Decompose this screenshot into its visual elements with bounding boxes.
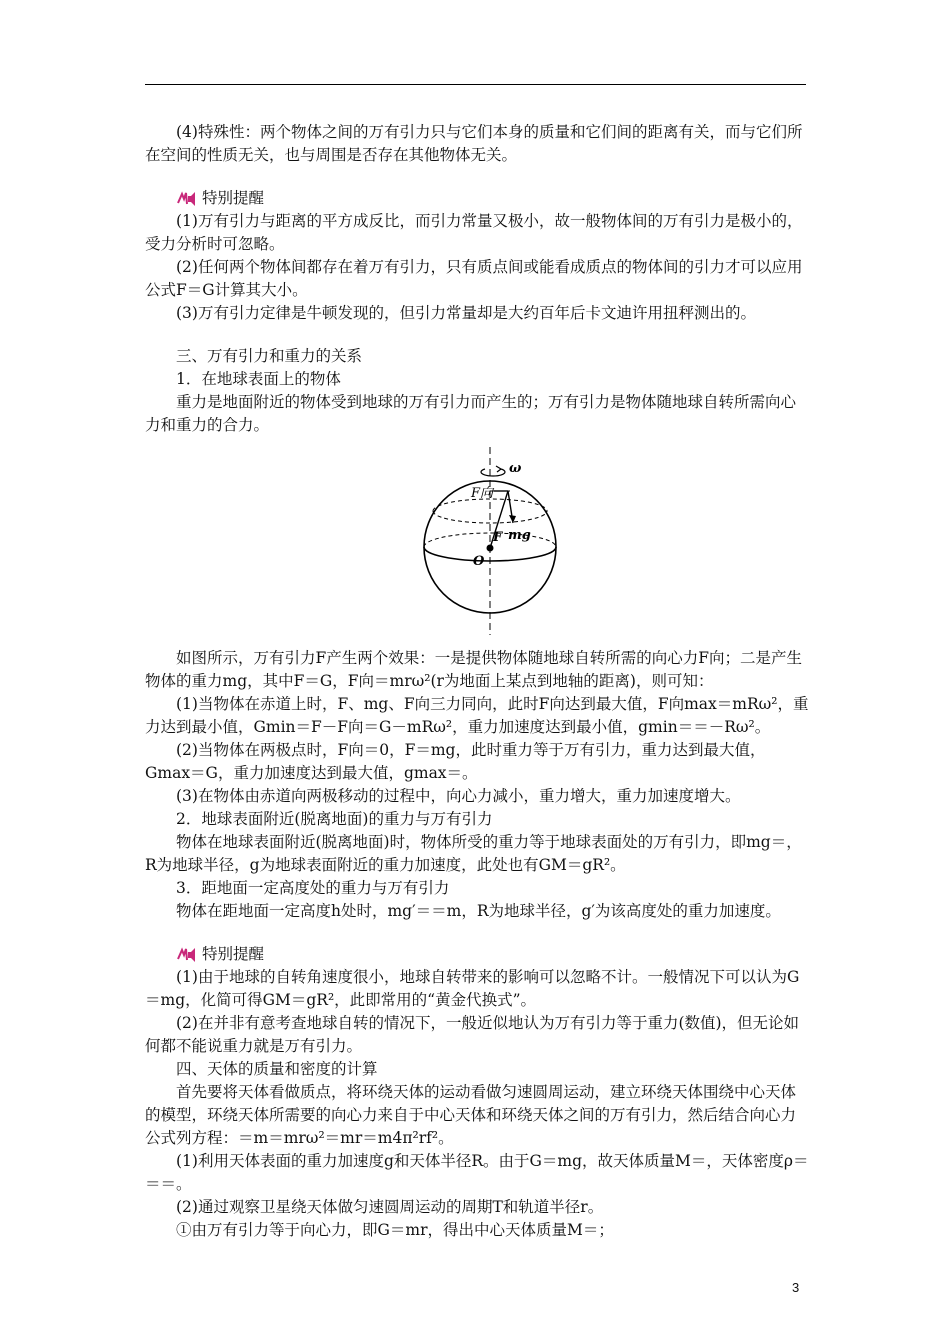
section-title: 四、天体的质量和密度的计算 <box>176 1060 378 1078</box>
f-dir-label: F向 <box>471 486 494 501</box>
paragraph: ①由万有引力等于向心力，即G＝mr，得出中心天体质量M＝； <box>176 1221 614 1239</box>
subsection-title: 1．在地球表面上的物体 <box>176 370 341 388</box>
paragraph: (3)在物体由赤道向两极移动的过程中，向心力减小，重力增大，重力加速度增大。 <box>176 787 741 805</box>
paragraph: (1)由于地球的自转角速度很小，地球自转带来的影响可以忽略不计。一般情况下可以认为G＝mg，化简可得GM＝gR²，此即常用的“黄金代换式”。 <box>145 968 800 1009</box>
omega-label: ω <box>509 461 522 476</box>
speaker-icon <box>176 946 198 964</box>
tip-title: 特别提醒 <box>202 189 265 207</box>
paragraph: (4)特殊性：两个物体之间的万有引力只与它们本身的质量和它们间的距离有关，而与它们所在空间的性质无关，也与周围是否存在其他物体无关。 <box>145 123 803 164</box>
tip-title: 特别提醒 <box>202 945 265 963</box>
paragraph: (1)当物体在赤道上时，F、mg、F向三力同向，此时F向达到最大值，F向max＝mRω²，重力达到最小值，Gmin＝F－F向＝G－mRω²，重力加速度达到最小值，gmin＝＝－Rω²。 <box>145 695 809 736</box>
paragraph: (1)利用天体表面的重力加速度g和天体半径R。由于G＝mg，故天体质量M＝，天体密度ρ＝＝＝。 <box>145 1152 809 1193</box>
subsection-title: 2．地球表面附近(脱离地面)的重力与万有引力 <box>176 810 493 828</box>
paragraph: (2)通过观察卫星绕天体做匀速圆周运动的周期T和轨道半径r。 <box>176 1198 604 1216</box>
paragraph: 物体在距地面一定高度h处时，mg′＝＝m，R为地球半径，g′为该高度处的重力加速度。 <box>176 902 781 920</box>
earth-figure <box>145 445 809 641</box>
paragraph: 首先要将天体看做质点，将环绕天体的运动看做匀速圆周运动，建立环绕天体围绕中心天体的模型，环绕天体所需要的向心力来自于中心天体和环绕天体之间的万有引力，然后结合向心力公式列方程：＝m＝mrω²＝mr＝m4π²rf²。 <box>145 1083 797 1147</box>
speaker-icon <box>176 190 198 208</box>
paragraph: (2)当物体在两极点时，F向＝0，F＝mg，此时重力等于万有引力，重力达到最大值，Gmax＝G，重力加速度达到最大值，gmax＝。 <box>145 741 766 782</box>
tip-heading <box>176 943 809 966</box>
earth-diagram <box>409 445 569 635</box>
paragraph: 物体在地球表面附近(脱离地面)时，物体所受的重力等于地球表面处的万有引力，即mg＝，R为地球半径，g为地球表面附近的重力加速度，此处也有GM＝gR²。 <box>145 833 802 874</box>
paragraph: (1)万有引力与距离的平方成反比，而引力常量又极小，故一般物体间的万有引力是极小的，受力分析时可忽略。 <box>145 212 803 253</box>
page-number: 3 <box>792 1280 800 1295</box>
tip-heading <box>176 187 809 210</box>
subsection-title: 3．距地面一定高度处的重力与万有引力 <box>176 879 450 897</box>
header-rule <box>145 84 806 85</box>
paragraph: (2)在并非有意考查地球自转的情况下，一般近似地认为万有引力等于重力(数值)，但无论如何都不能说重力就是万有引力。 <box>145 1014 800 1055</box>
o-label: O <box>473 554 485 569</box>
page-content <box>145 121 809 1242</box>
section-title: 三、万有引力和重力的关系 <box>176 347 363 365</box>
paragraph: (2)任何两个物体间都存在着万有引力，只有质点间或能看成质点的物体间的引力才可以应用公式F＝G计算其大小。 <box>145 258 803 299</box>
mg-label: mg <box>508 528 531 543</box>
f-label: F <box>493 530 503 545</box>
paragraph: 如图所示，万有引力F产生两个效果：一是提供物体随地球自转所需的向心力F向；二是产生物体的重力mg，其中F＝G，F向＝mrω²(r为地面上某点到地轴的距离)，则可知： <box>145 649 803 690</box>
paragraph: (3)万有引力定律是牛顿发现的，但引力常量却是大约百年后卡文迪许用扭秤测出的。 <box>176 304 756 322</box>
paragraph: 重力是地面附近的物体受到地球的万有引力而产生的；万有引力是物体随地球自转所需向心力和重力的合力。 <box>145 393 797 434</box>
